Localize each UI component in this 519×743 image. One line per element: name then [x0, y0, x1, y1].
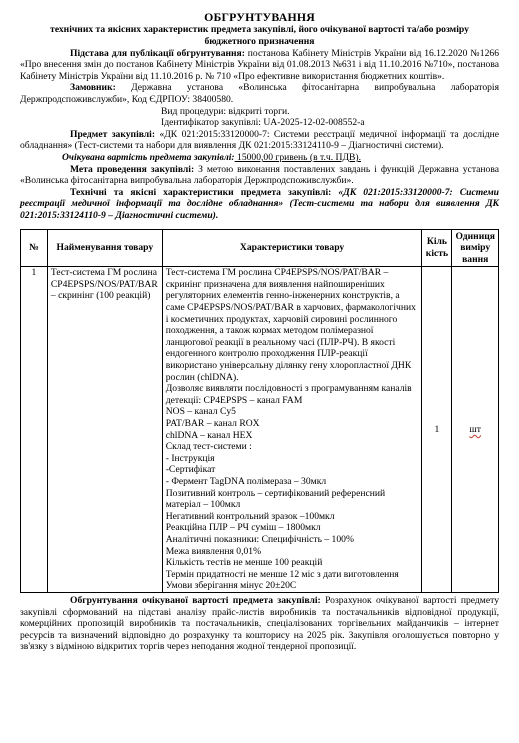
- justification-paragraph: [20, 595, 499, 653]
- basis-text: постанова Кабінету Міністрів України від 16.12.2020 №1266 «Про внесення змін до постанов Кабінету Міністрів України від 01.08.2013 №631 і від 11.10.2016 №710», постанова Кабінету Міністрів України від 11.10.2016 р. № 710 «Про ефективне використання бюджетних коштів».: [20, 47, 499, 82]
- table-header-row: [21, 229, 499, 267]
- customer-text: Державна установа «Волинська фітосанітарна випробувальна лабораторія Держпродспоживслужби», Код ЄДРПОУ: 38400580.: [20, 82, 499, 105]
- header-quantity: Кіль кість: [422, 229, 452, 267]
- row-product-name: Тест-система ГМ рослина CP4EPSPS/NOS/PAT/BAR – скринінг (100 реакцій): [47, 267, 162, 593]
- spec-line: Аналітичні показники: Специфічність – 100%: [165, 533, 354, 545]
- header-product-name: Найменування товару: [47, 229, 162, 267]
- subject-text: «ДК 021:2015:33120000-7: Системи реєстрації медичної інформації та дослідне обладнання» (Тест-системи та набори для виявлення ДК 021:2015:33124110-9 – Діагностичні системи).: [20, 128, 499, 152]
- spec-line: -Сертифікат: [165, 464, 216, 476]
- row-unit: [452, 267, 499, 593]
- customer-paragraph: [20, 82, 499, 105]
- specification-table: [20, 229, 499, 593]
- spec-line: NOS – канал Cy5: [165, 406, 236, 418]
- row-characteristics: [162, 267, 422, 593]
- justification-label: Обгрунтування очікуваної вартості предмета закупівлі:: [70, 594, 321, 606]
- expected-cost-label: Очікувана вартість предмета закупівлі:: [62, 151, 235, 163]
- spec-line: Межа виявлення 0,01%: [165, 545, 262, 557]
- purpose-paragraph: [20, 164, 499, 187]
- spec-line: Дозволяє виявляти послідовності з програмуванням каналів детекції: CP4EPSPS – канал FAM: [165, 383, 412, 406]
- basis-paragraph: [20, 48, 499, 83]
- subject-paragraph: [20, 129, 499, 152]
- header-characteristics: Характеристики товару: [162, 229, 422, 267]
- spec-line: Позитивний контроль – сертифікований референсний матеріал – 100мкл: [165, 487, 386, 511]
- spec-line: Негативний контрольний зразок –100мкл: [165, 510, 335, 522]
- tech-heading-label: Технічні та якісні характеристики предмета закупівлі:: [70, 186, 332, 198]
- row-quantity: 1: [422, 267, 452, 593]
- procedure-line: Вид процедури: відкриті торги.: [161, 105, 290, 117]
- document-title: ОБГРУНТУВАННЯ: [204, 10, 315, 24]
- spec-line: Кількість тестів не менше 100 реакцій: [165, 557, 323, 569]
- spec-line: chlDNA – канал HEX: [165, 429, 253, 441]
- header-number: №: [21, 229, 48, 267]
- spec-line: PAT/BAR – канал ROX: [165, 418, 260, 429]
- purpose-text: З метою виконання поставлених завдань і функцій Державна установа «Волинська фітосанітарна випробувальна лабораторія Держпродспоживслужби».: [20, 163, 499, 187]
- spec-line: Термін придатності не менше 12 міс з дати виготовлення: [165, 568, 399, 580]
- spec-line: Тест-система ГМ рослина CP4EPSPS/NOS/PAT/BAR – скринінг призначена для виявлення найпоширеніших регуляторних елементів генно-інженерних конструктів, а саме CP4EPSPS/NOS/PAT/BAR в харчових, фармакологічних і косметичних продуктах, харчовій сировині рослинного походження, а також кормах методом полімеразної ланцюгової реакції в реальному часі (ПЛР-РЧ). В якості ендогенного контролю проходження ПЛР-реакції використано універсальну ділянку гену хлоропластної ДНК рослин (chlDNA).: [165, 267, 416, 383]
- spec-line: Умови зберігання мінус 20±20С: [165, 580, 297, 592]
- purpose-label: Мета проведення закупівлі:: [70, 163, 195, 175]
- justification-text: Розрахунок очікуваної вартості предмету закупівлі сформований на підставі аналізу прайс-листів виробників та постачальників відповідної продукції, комерційних пропозицій виробників та постачальників, спеціалізованих торгівельних майданчиків – інтернет ресурсів та визначений відповідно до розрахунку та кошторису на 2025 рік. Закупівля оголошується повторно у зв'язку з відміною відкритих торгів через неподання жодної тендерної пропозиції.: [20, 594, 499, 653]
- spec-line: Реакційна ПЛР – РЧ суміш – 1800мкл: [165, 522, 321, 534]
- customer-label: Замовник:: [70, 82, 116, 94]
- row-number: 1: [21, 267, 48, 593]
- expected-cost-paragraph: [20, 152, 499, 164]
- tech-heading: [20, 187, 499, 222]
- spec-line: Склад тест-системи :: [165, 441, 252, 453]
- expected-cost-value: 15000,00 гривень (в т.ч. ПДВ).: [234, 151, 361, 163]
- spec-line: - Фермент TagDNA полімераза – 30мкл: [165, 475, 327, 487]
- header-unit: Одиниця виміру вання: [452, 229, 499, 267]
- tech-heading-text: «ДК 021:2015:33120000-7: Системи реєстрації медичної інформації та дослідне обладнання» (Тест-системи та набори для виявлення ДК 021:2015:33124110-9 – Діагностичні системи).: [20, 186, 499, 221]
- basis-label: Підстава для публікації обгрунтування:: [70, 47, 245, 59]
- document-subtitle: технічних та якісних характеристик предмета закупівлі, його очікуваної вартості та/або розміру бюджетного призначення: [50, 24, 469, 47]
- tender-id-line: Ідентифікатор закупівлі: UA-2025-12-02-008552-a: [161, 117, 365, 129]
- spec-line: - Інструкція: [165, 452, 215, 464]
- row-unit-value: шт: [469, 423, 481, 435]
- table-row: [21, 267, 499, 593]
- subject-label: Предмет закупівлі:: [70, 128, 156, 140]
